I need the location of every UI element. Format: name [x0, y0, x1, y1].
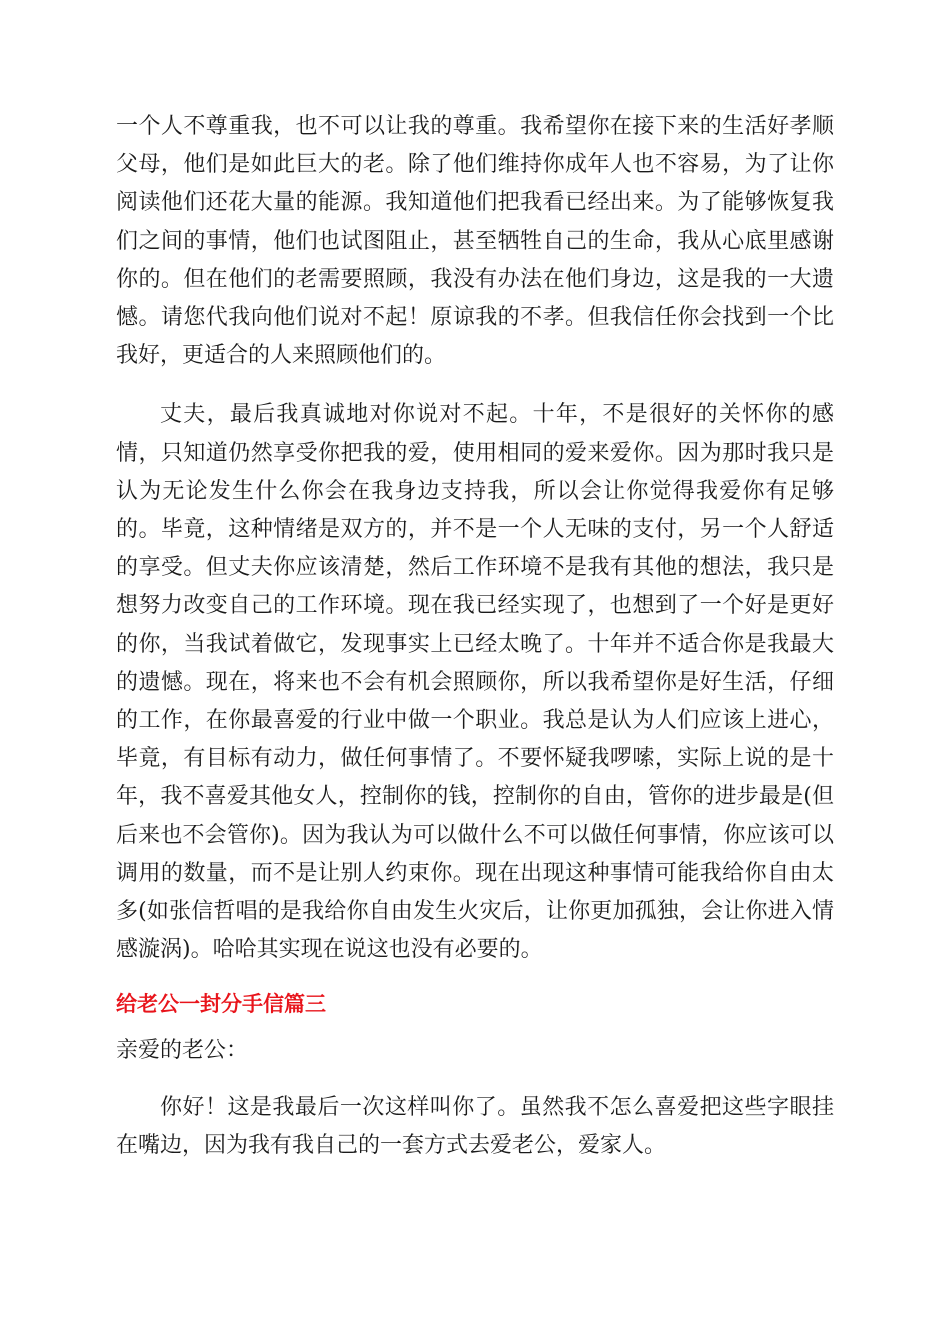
paragraph-husband-apology: 丈夫，最后我真诚地对你说对不起。十年，不是很好的关怀你的感情，只知道仍然享受你把我的爱，使用相同的爱来爱你。因为那时我只是认为无论发生什么你会在我身边支持我，所以会让你觉得我爱你有足够的。毕竟，这种情绪是双方的，并不是一个人无味的支付，另一个人舒适的享受。但丈夫你应该清楚，然后工作环境不是我有其他的想法，我只是想努力改变自己的工作环境。现在我已经实现了，也想到了一个好是更好的你，当我试着做它，发现事实上已经太晚了。十年并不适合你是我最大的遗憾。现在，将来也不会有机会照顾你，所以我希望你是好生活，仔细的工作，在你最喜爱的行业中做一个职业。我总是认为人们应该上进心，毕竟，有目标有动力，做任何事情了。不要怀疑我啰嗦，实际上说的是十年，我不喜爱其他女人，控制你的钱，控制你的自由，管你的进步最是(但后来也不会管你)。因为我认为可以做什么不可以做任何事情，你应该可以调用的数量，而不是让别人约束你。现在出现这种事情可能我给你自由太多(如张信哲唱的是我给你自由发生火灾后，让你更加孤独，会让你进入情感漩涡)。哈哈其实现在说这也没有必要的。: [116, 402, 834, 963]
paragraph-letter-opening: 你好！这是我最后一次这样叫你了。虽然我不怎么喜爱把这些字眼挂在嘴边，因为我有我自己的一套方式去爱老公，爱家人。: [116, 1094, 834, 1158]
paragraph-parents: 一个人不尊重我，也不可以让我的尊重。我希望你在接下来的生活好孝顺父母，他们是如此巨大的老。除了他们维持你成年人也不容易，为了让你阅读他们还花大量的能源。我知道他们把我看已经出来。为了能够恢复我们之间的事情，他们也试图阻止，甚至牺牲自己的生命，我从心底里感谢你的。但在他们的老需要照顾，我没有办法在他们身边，这是我的一大遗憾。请您代我向他们说对不起！原谅我的不孝。但我信任你会找到一个比我好，更适合的人来照顾他们的。: [116, 114, 834, 369]
document-body: [116, 108, 834, 1165]
section-heading: 给老公一封分手信篇三: [116, 992, 326, 1017]
salutation: 亲爱的老公：: [116, 1038, 249, 1064]
